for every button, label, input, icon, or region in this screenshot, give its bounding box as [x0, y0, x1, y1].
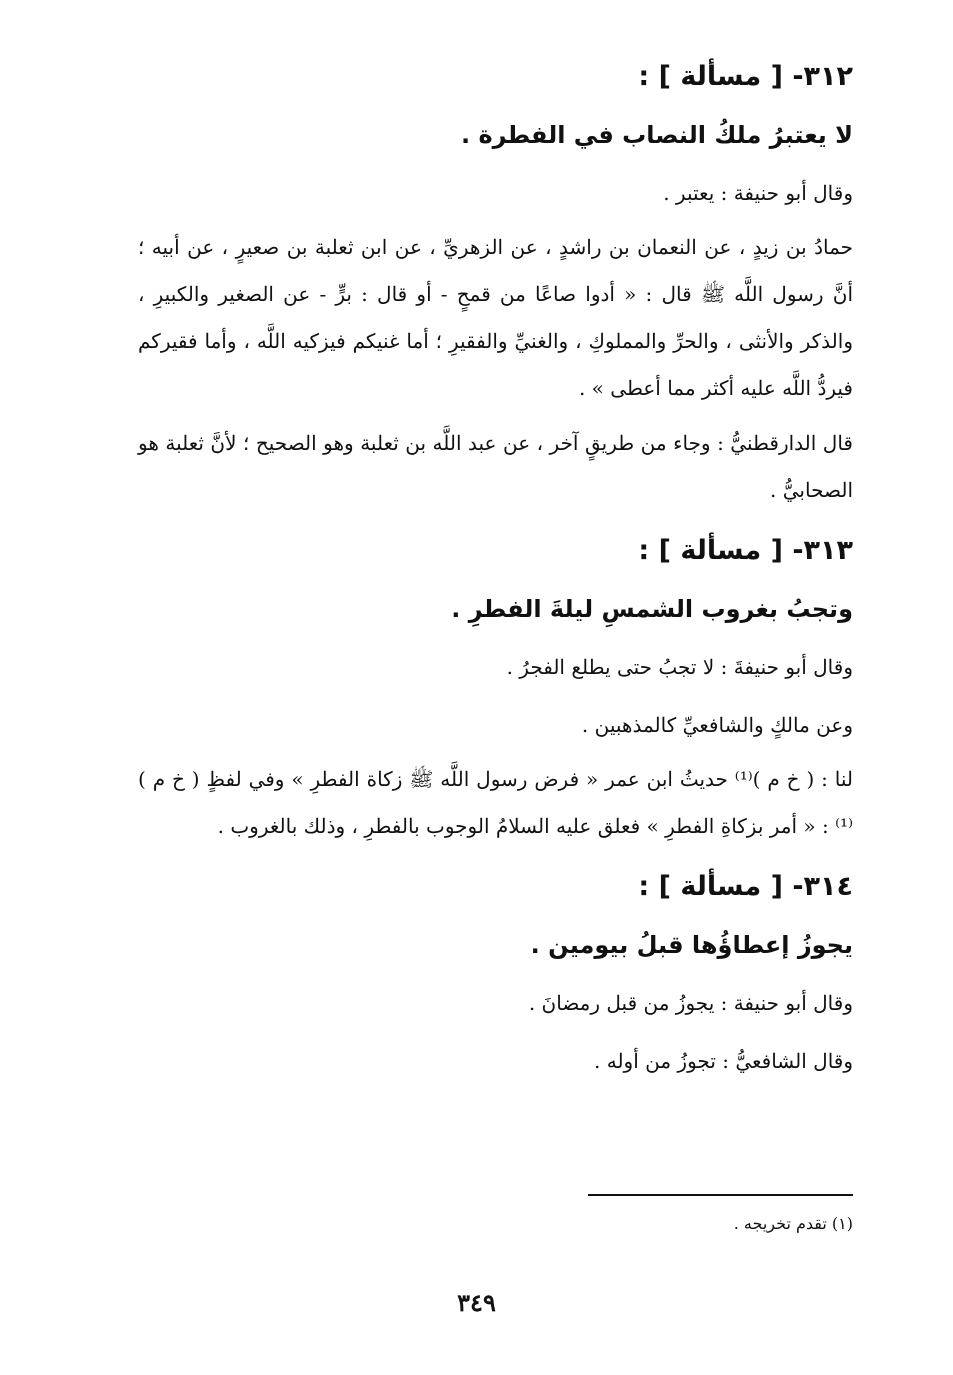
opinion-line: وقال أبو حنيفة : يعتبر . [663, 181, 853, 205]
evidence-paragraph: لنا : ( خ م )⁽¹⁾ حديثُ ابن عمر « فرض رسول اللَّه ﷺ زكاة الفطرِ » وفي لفظٍ ( خ م )⁽¹⁾ : « أمر بزكاةِ الفطرِ » فعلق عليه السلامُ الوجوب بالفطرِ ، وذلك بالغروب . [138, 767, 854, 838]
opinion-line: وعن مالكٍ والشافعيِّ كالمذهبين . [581, 713, 853, 737]
issue-title: يجوزُ إعطاؤُها قبلُ بيومين . [530, 931, 853, 959]
opinion-line: وقال أبو حنيفةَ : لا تجبُ حتى يطلع الفجرُ . [506, 655, 853, 679]
opinion-line: وقال الشافعيُّ : تجوزُ من أوله . [594, 1049, 853, 1073]
issue-heading: ٣١٤- [ مسألة ] : [638, 871, 853, 902]
footnote: (١) تقدم تخريجه . [733, 1214, 853, 1233]
issue-314 [138, 858, 853, 1090]
issue-heading: ٣١٢- [ مسألة ] : [638, 61, 853, 92]
hadith-paragraph: حمادُ بن زيدٍ ، عن النعمان بن راشدٍ ، عن الزهريِّ ، عن ابن ثعلبة بن صعيرٍ ، عن أبيه ؛ أنَّ رسول اللَّه ﷺ قال : « أدوا صاعًا من قمحٍ - أو قال : برٍّ - عن الصغير والكبيرِ ، والذكر والأنثى ، والحرِّ والمملوكِ ، والغنيِّ والفقيرِ ؛ أما غنيكم فيزكيه اللَّه ، وأما فقيركم فيردُّ اللَّه عليه أكثر مما أعطى » . [138, 235, 853, 400]
issue-title: وتجبُ بغروب الشمسِ ليلةَ الفطرِ . [451, 595, 853, 623]
footnote-divider [588, 1194, 853, 1196]
issue-312 [138, 48, 853, 514]
page-body [138, 48, 853, 1090]
issue-heading: ٣١٣- [ مسألة ] : [638, 535, 853, 566]
issue-313 [138, 522, 853, 850]
commentary-paragraph: قال الدارقطنيُّ : وجاء من طريقٍ آخر ، عن عبد اللَّه بن ثعلبة وهو الصحيح ؛ لأنَّ ثعلبة هو الصحابيُّ . [138, 431, 853, 502]
opinion-line: وقال أبو حنيفة : يجوزُ من قبل رمضانَ . [528, 991, 853, 1015]
issue-title: لا يعتبرُ ملكُ النصاب في الفطرة . [460, 121, 853, 149]
page-number: ٣٤٩ [457, 1288, 496, 1317]
